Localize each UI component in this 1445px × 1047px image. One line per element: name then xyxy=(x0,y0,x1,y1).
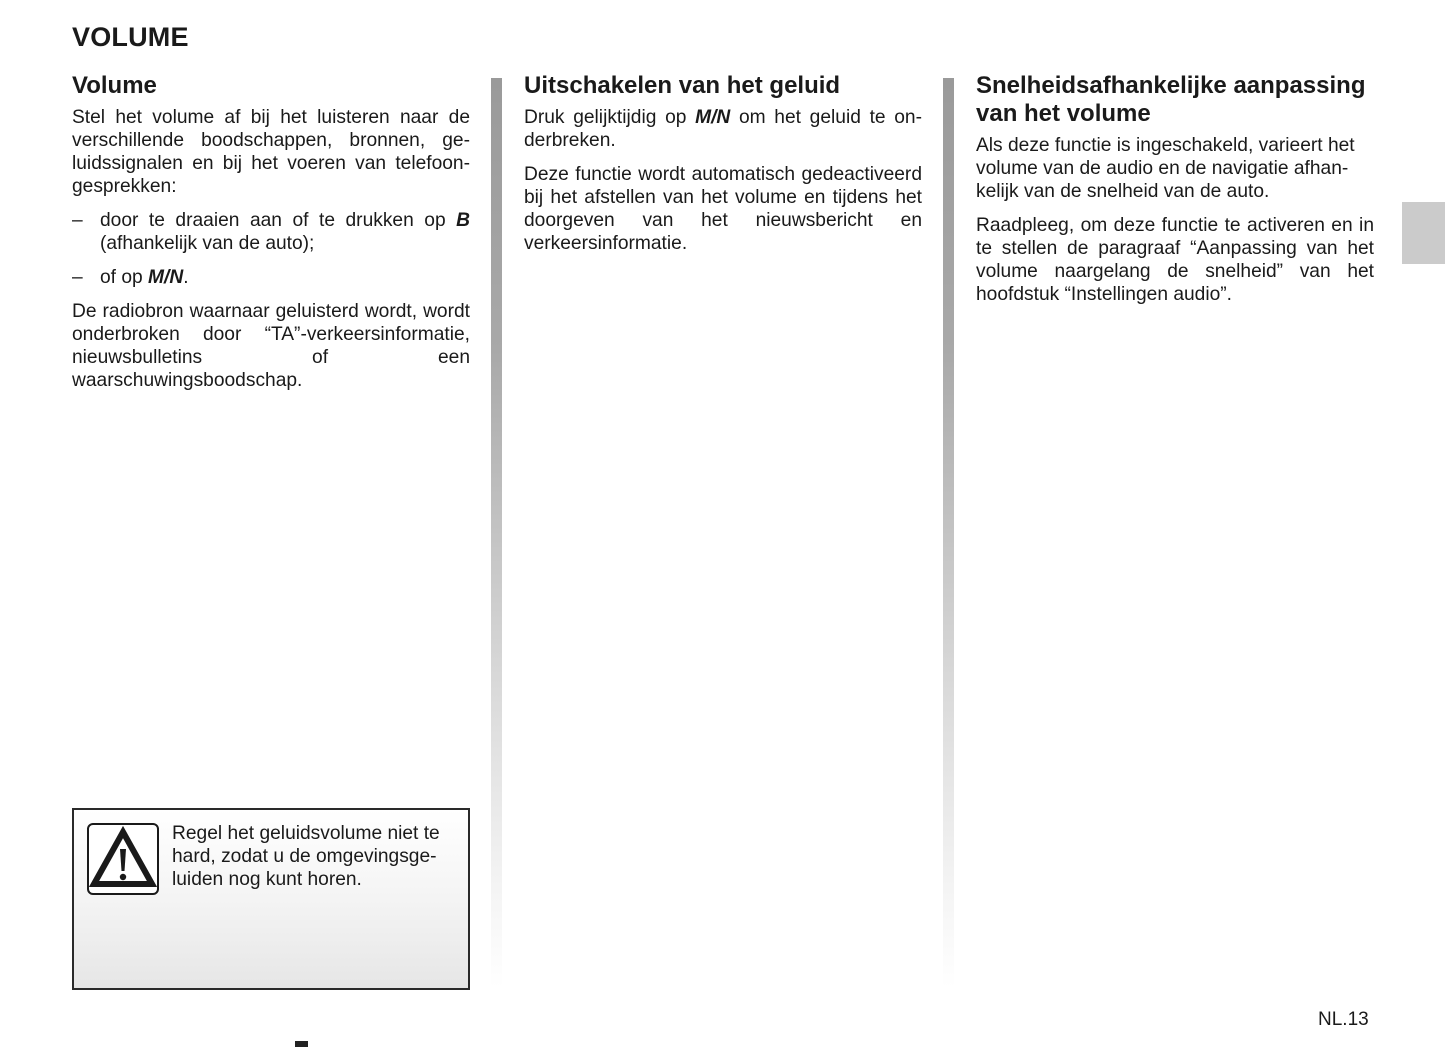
list-item-text: . xyxy=(183,267,189,288)
dash-bullet: – xyxy=(72,267,83,288)
warning-box xyxy=(72,808,470,990)
column-divider xyxy=(943,78,954,988)
button-key-label: B xyxy=(456,210,470,231)
column-divider xyxy=(491,78,502,988)
section-heading: Volume xyxy=(72,72,157,99)
paragraph: De radiobron waarnaar geluisterd wordt, wordt onderbroken door “TA”-verkeersinformatie, nieuwsbulletins of een waarschuwingsboodschap. xyxy=(72,301,470,391)
page-title: VOLUME xyxy=(72,22,189,52)
list-item xyxy=(72,266,470,289)
section-volume xyxy=(72,72,470,403)
paragraph: Als deze functie is ingeschakeld, varieert het volume van de audio en de navigatie afhankelijk van de snelheid van de auto. xyxy=(976,135,1355,202)
paragraph: Deze functie wordt automatisch gedeactiveerd bij het afstellen van het volume en tijdens het doorgeven van het nieuwsbericht en verkeersinformatie. xyxy=(524,164,922,254)
chapter-tab-marker xyxy=(1402,202,1445,264)
dash-bullet: – xyxy=(72,210,83,231)
list-item-text: door te draaien aan of te drukken op xyxy=(100,210,457,231)
paragraph: Stel het volume af bij het luisteren naar de verschillende boodschappen, bronnen, geluidssignalen en bij het voeren van telefoongesprekken: xyxy=(72,107,470,197)
list-item-text: of op xyxy=(100,267,149,288)
list-item xyxy=(72,209,470,255)
section-heading: Snelheidsafhankelijke aanpassing van het volume xyxy=(976,72,1366,127)
button-key-label: M/N xyxy=(148,267,184,288)
button-key-label: M/N xyxy=(695,107,731,128)
section-mute xyxy=(524,72,922,266)
list-item-text: (afhankelijk van de auto); xyxy=(100,233,315,254)
section-speed-volume xyxy=(976,72,1374,317)
paragraph-text: Druk gelijktijdig op xyxy=(524,107,696,128)
paragraph: Raadpleeg, om deze functie te activeren en in te stellen de paragraaf “Aanpassing van het volume naargelang de snelheid” van het hoofdstuk “Instellingen audio”. xyxy=(976,215,1374,305)
page-number: NL.13 xyxy=(1318,1009,1369,1030)
warning-triangle-icon xyxy=(87,823,159,895)
section-heading: Uitschakelen van het geluid xyxy=(524,72,841,99)
paragraph xyxy=(524,106,922,152)
paragraph-text: om het geluid te onderbreken. xyxy=(524,107,922,151)
warning-text: Regel het geluidsvolume niet te hard, zodat u de omgevingsgeluiden nog kunt horen. xyxy=(172,823,440,890)
crop-mark xyxy=(295,1041,308,1047)
